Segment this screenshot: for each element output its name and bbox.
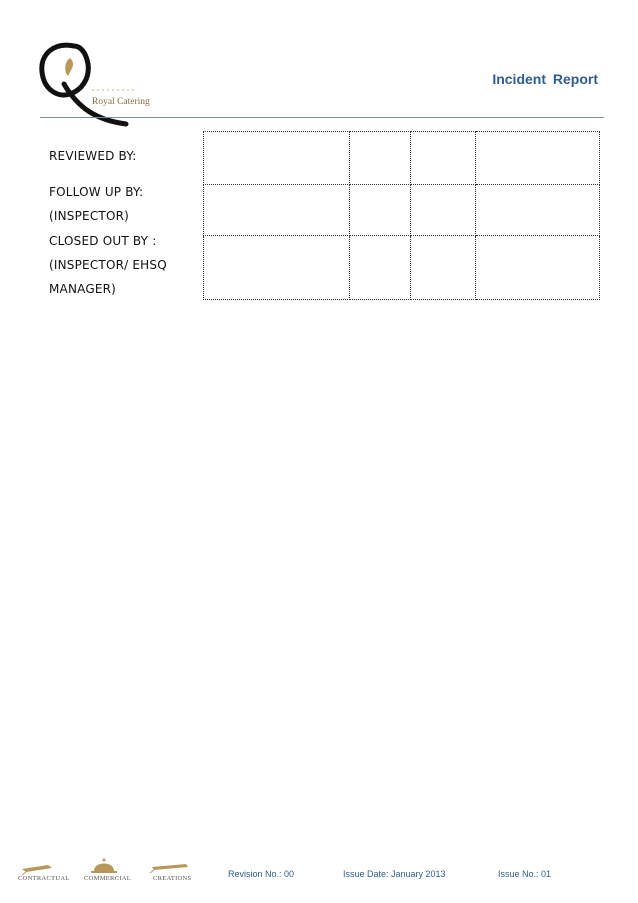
header-divider [40, 117, 604, 118]
revision-number: Revision No.: 00 [228, 869, 295, 879]
reviewed-cell-4[interactable] [476, 132, 600, 185]
closed-out-role-label-2: MANAGER) [49, 282, 117, 296]
division-contractual: CONTRACTUAL [18, 875, 70, 882]
follow-up-cell-3[interactable] [411, 185, 476, 236]
brand-name: Royal Catering [92, 97, 150, 107]
reviewed-cell-3[interactable] [411, 132, 476, 185]
follow-up-by-label: FOLLOW UP BY: [49, 185, 144, 199]
follow-up-cell-4[interactable] [476, 185, 600, 236]
document-title: Incident Report [492, 71, 598, 87]
signoff-table [203, 131, 600, 300]
closed-out-cell-3[interactable] [411, 236, 476, 300]
follow-up-name-cell[interactable] [204, 185, 350, 236]
creations-icon [150, 864, 188, 873]
closed-out-by-label: CLOSED OUT BY : [49, 234, 157, 248]
reviewed-name-cell[interactable] [204, 132, 350, 185]
division-creations: CREATIONS [153, 875, 192, 882]
reviewed-by-label: REVIEWED BY: [49, 149, 137, 163]
table-row [204, 236, 600, 300]
issue-number: Issue No.: 01 [498, 869, 552, 879]
contractual-icon [22, 865, 52, 875]
reviewed-cell-2[interactable] [350, 132, 411, 185]
table-row [204, 132, 600, 185]
table-row [204, 185, 600, 236]
royal-catering-logo [34, 38, 164, 128]
closed-out-role-label: (INSPECTOR/ EHSQ [49, 258, 167, 272]
closed-out-cell-4[interactable] [476, 236, 600, 300]
commercial-cloche-icon [91, 859, 117, 874]
closed-out-name-cell[interactable] [204, 236, 350, 300]
division-commercial: COMMERCIAL [84, 875, 132, 882]
issue-date: Issue Date: January 2013 [343, 869, 446, 879]
follow-up-role-label: (INSPECTOR) [49, 209, 130, 223]
closed-out-cell-2[interactable] [350, 236, 411, 300]
follow-up-cell-2[interactable] [350, 185, 411, 236]
